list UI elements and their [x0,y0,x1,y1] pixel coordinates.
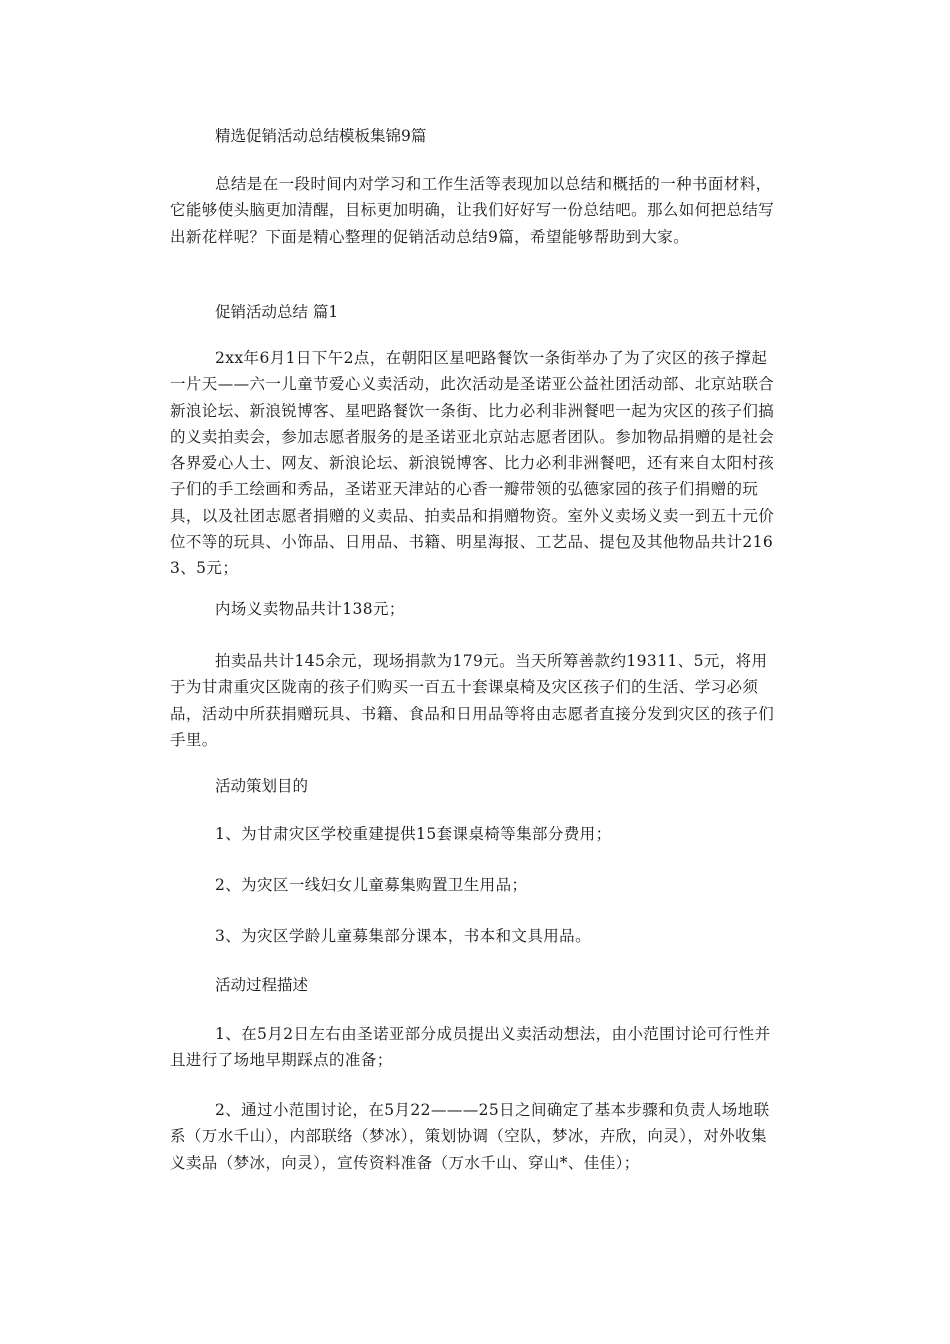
process-item-1: 1、在5月2日左右由圣诺亚部分成员提出义卖活动想法，由小范围讨论可行性并且进行了场地早期踩点的准备； [170,1025,771,1070]
section-heading-1: 促销活动总结 篇1 [215,303,339,321]
process-item-2: 2、通过小范围讨论，在5月22———25日之间确定了基本步骤和负责人场地联系（万水千山），内部联络（梦冰），策划协调（空队，梦冰，卉欣，向灵），对外收集义卖品（梦冰，向灵），宣传资料准备（万水千山、穿山*、佳佳）； [170,1101,770,1172]
purpose-item-3: 3、为灾区学龄儿童募集部分课本，书本和文具用品。 [215,927,591,945]
purpose-item-1: 1、为甘肃灾区学校重建提供15套课桌椅等集部分费用； [215,825,612,843]
purpose-heading: 活动策划目的 [215,777,309,795]
body-paragraph-3: 拍卖品共计145余元，现场捐款为179元。当天所筹善款约19311、5元，将用于为甘肃重灾区陇南的孩子们购买一百五十套课桌椅及灾区孩子们的生活、学习必须品，活动中所获捐赠玩具、书籍、食品和日用品等将由志愿者直接分发到灾区的孩子们手里。 [170,652,775,749]
purpose-item-2: 2、为灾区一线妇女儿童募集购置卫生用品； [215,876,528,894]
intro-paragraph: 总结是在一段时间内对学习和工作生活等表现加以总结和概括的一种书面材料，它能够使头脑更加清醒，目标更加明确，让我们好好写一份总结吧。那么如何把总结写出新花样呢？下面是精心整理的促销活动总结9篇，希望能够帮助到大家。 [170,175,775,246]
document-title: 精选促销活动总结模板集锦9篇 [215,127,427,145]
body-paragraph-1: 2xx年6月1日下午2点，在朝阳区星吧路餐饮一条街举办了为了灾区的孩子撑起一片天——六一儿童节爱心义卖活动，此次活动是圣诺亚公益社团活动部、北京站联合新浪论坛、新浪锐博客、星吧路餐饮一条街、比力必利非洲餐吧一起为灾区的孩子们搞的义卖拍卖会，参加志愿者服务的是圣诺亚北京站志愿者团队。参加物品捐赠的是社会各界爱心人士、网友、新浪论坛、新浪锐博客、比力必利非洲餐吧，还有来自太阳村孩子们的手工绘画和秀品，圣诺亚天津站的心香一瓣带领的弘德家园的孩子们捐赠的玩具，以及社团志愿者捐赠的义卖品、拍卖品和捐赠物资。室外义卖场义卖一到五十元价位不等的玩具、小饰品、日用品、书籍、明星海报、工艺品、提包及其他物品共计2163、5元； [170,349,775,578]
process-heading: 活动过程描述 [215,976,309,994]
body-paragraph-2: 内场义卖物品共计138元； [215,600,405,618]
